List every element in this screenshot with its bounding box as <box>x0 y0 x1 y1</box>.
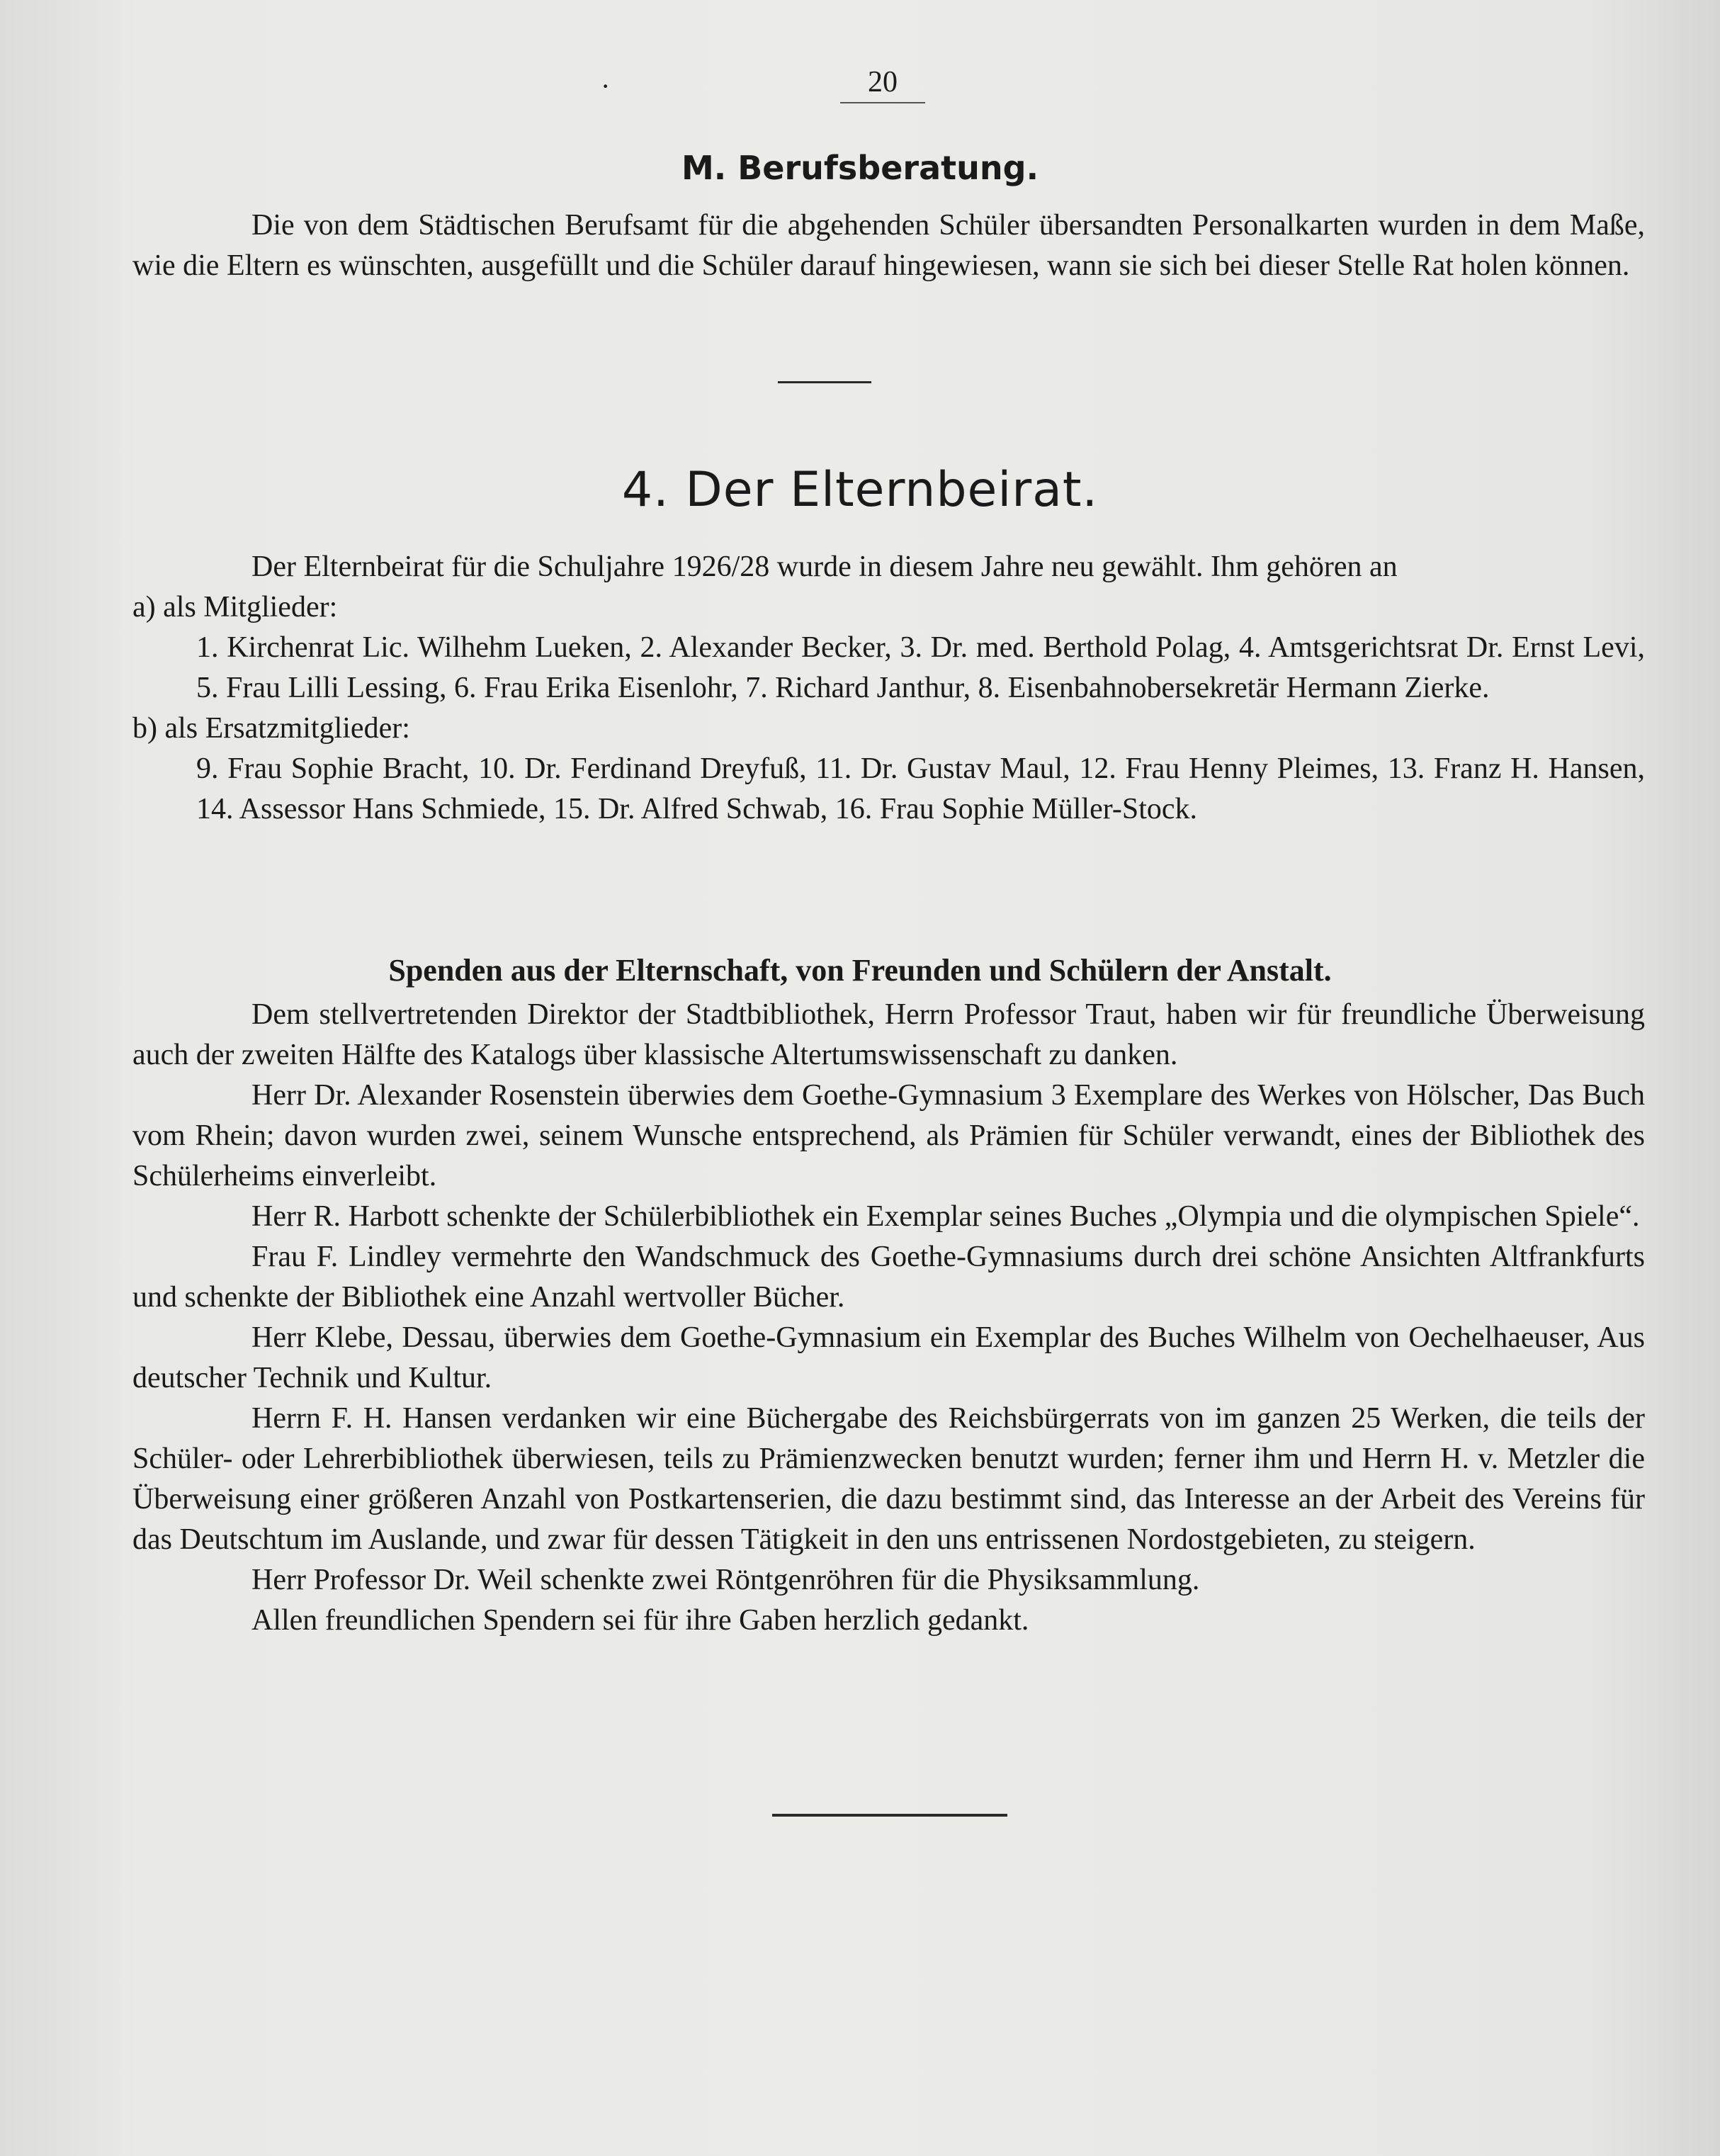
paragraph: Dem stellvertretenden Direktor der Stadtbibliothek, Herrn Professor Traut, haben wir für freundliche Überweisung auch der zweiten Hälfte des Katalogs über klassische Altertumswissenschaft zu danken. <box>132 998 1645 1071</box>
paragraph: Herr R. Harbott schenkte der Schülerbibliothek ein Exemplar seines Buches „Olympia und die olympischen Spiele“. <box>251 1200 1640 1233</box>
divider <box>778 381 871 383</box>
paragraph: Die von dem Städtischen Berufsamt für die abgehenden Schüler übersandten Personalkarten wurden in dem Maße, wie die Eltern es wünschten, ausgefüllt und die Schüler darauf hingewiesen, wann sie sich bei dieser Stelle Rat holen können. <box>132 209 1645 282</box>
substitutes-list: 9. Frau Sophie Bracht, 10. Dr. Ferdinand Dreyfuß, 11. Dr. Gustav Maul, 12. Frau Henny Pleimes, 13. Franz H. Hansen, 14. Assessor Hans Schmiede, 15. Dr. Alfred Schwab, 16. Frau Sophie Müller-Stock. <box>196 752 1645 825</box>
paragraph: Allen freundlichen Spendern sei für ihre Gaben herzlich gedankt. <box>251 1604 1029 1637</box>
section-heading-elternbeirat: 4. Der Elternbeirat. <box>621 462 1099 518</box>
members-list: 1. Kirchenrat Lic. Wilhehm Lueken, 2. Alexander Becker, 3. Dr. med. Berthold Polag, 4. Amtsgerichtsrat Dr. Ernst Levi, 5. Frau Lilli Lessing, 6. Frau Erika Eisenlohr, 7. Richard Janthur, 8. Eisenbahnobersekretär Hermann Zierke. <box>196 631 1645 704</box>
paragraph: Frau F. Lindley vermehrte den Wandschmuck des Goethe-Gymnasiums durch drei schöne Ansichten Altfrankfurts und schenkte der Bibliothek eine Anzahl wertvoller Bücher. <box>132 1241 1645 1314</box>
section-heading-spenden: Spenden aus der Elternschaft, von Freunden und Schülern der Anstalt. <box>388 953 1332 988</box>
section-body-berufsberatung <box>132 205 1645 286</box>
paragraph: Herr Klebe, Dessau, überwies dem Goethe-Gymnasium ein Exemplar des Buches Wilhelm von Oechelhaeuser, Aus deutscher Technik und Kultur. <box>132 1321 1645 1394</box>
members-label: a) als Mitglieder: <box>132 591 338 623</box>
section-body-elternbeirat <box>132 547 1645 830</box>
section-body-spenden <box>132 995 1645 1641</box>
page-number: 20 <box>840 65 925 103</box>
paragraph-intro: Der Elternbeirat für die Schuljahre 1926/28 wurde in diesem Jahre neu gewählt. Ihm gehören an <box>251 551 1398 583</box>
section-heading-berufsberatung: M. Berufsberatung. <box>681 149 1039 187</box>
end-rule <box>772 1814 1007 1817</box>
stray-mark: · <box>601 70 611 102</box>
paragraph: Herrn F. H. Hansen verdanken wir eine Büchergabe des Reichsbürgerrats von im ganzen 25 Werken, die teils der Schüler- oder Lehrerbibliothek überwiesen, teils zu Prämienzwecken benutzt wurden; ferner ihm und Herrn H. v. Metzler die Überweisung einer größeren Anzahl von Postkartenserien, die dazu bestimmt sind, das Interesse an der Arbeit des Vereins für das Deutschtum im Auslande, und zwar für dessen Tätigkeit in den uns entrissenen Nordostgebieten, zu steigern. <box>132 1402 1645 1556</box>
paragraph: Herr Professor Dr. Weil schenkte zwei Röntgenröhren für die Physiksammlung. <box>251 1564 1200 1596</box>
substitutes-label: b) als Ersatzmitglieder: <box>132 712 410 745</box>
paragraph: Herr Dr. Alexander Rosenstein überwies dem Goethe-Gymnasium 3 Exemplare des Werkes von Hölscher, Das Buch vom Rhein; davon wurden zwei, seinem Wunsche entsprechend, als Prämien für Schüler verwandt, eines der Bibliothek des Schülerheims einverleibt. <box>132 1079 1645 1192</box>
